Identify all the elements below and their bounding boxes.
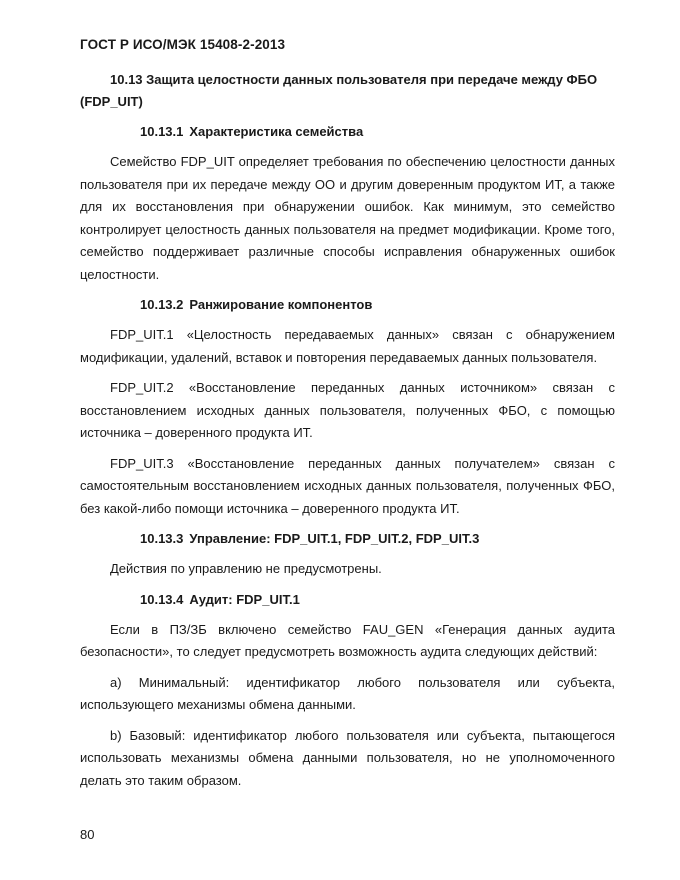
paragraph-uit2: FDP_UIT.2 «Восстановление переданных данных источником» связан с восстановлением исходных данных пользователя, полученных ФБО, с помощью источника – доверенного продукта ИТ. [80, 380, 615, 440]
subsection-title: Управление: FDP_UIT.1, FDP_UIT.2, FDP_UIT.3 [189, 531, 480, 546]
page-number: 80 [80, 827, 95, 842]
subsection-heading-1 [80, 121, 615, 143]
paragraph-uit3: FDP_UIT.3 «Восстановление переданных данных получателем» связан с самостоятельным восстановлением исходных данных пользователя, полученных ФБО, без какой-либо помощи источника – доверенного продукта ИТ. [80, 455, 615, 516]
list-item-b: b) Базовый: идентификатор любого пользователя или субъекта, пытающегося использовать механизмы обмена данными пользователя, но не уполномоченного делать это таким образом. [80, 727, 615, 788]
subsection-title: Ранжирование компонентов [189, 297, 373, 312]
subsection-heading-4 [80, 589, 615, 611]
subsection-heading-3 [80, 528, 615, 550]
subsection-number: 10.13.4 [140, 591, 184, 607]
paragraph-audit-intro: Если в ПЗ/ЗБ включено семейство FAU_GEN «Генерация данных аудита безопасности», то следует предусмотреть возможность аудита следующих действий: [80, 621, 615, 659]
subsection-heading-2 [80, 294, 615, 316]
paragraph-management: Действия по управлению не предусмотрены. [110, 561, 382, 576]
subsection-number: 10.13.1 [140, 124, 184, 139]
subsection-title: Характеристика семейства [189, 124, 364, 139]
subsection-number: 10.13.2 [140, 297, 184, 312]
subsection-number: 10.13.3 [140, 531, 184, 546]
document-header: ГОСТ Р ИСО/МЭК 15408-2-2013 [80, 37, 286, 52]
page-content [80, 69, 615, 800]
paragraph-family-description: Семейство FDP_UIT определяет требования по обеспечению целостности данных пользователя при их передаче между ОО и другим доверенным продуктом ИТ, а также для их восстановления при обнаружении ошибок. Как минимум, это семейство контролирует целостность данных пользователя на предмет модификации. Кроме того, семейство поддерживает различные способы исправления обнаруженных ошибок целостности. [80, 154, 615, 282]
list-item-a: a) Минимальный: идентификатор любого пользователя или субъекта, использующего механизмы обмена данными. [80, 674, 615, 712]
paragraph-uit1: FDP_UIT.1 «Целостность передаваемых данных» связан с обнаружением модификации, удалений, вставок и повторения передаваемых данных пользователя. [80, 327, 615, 365]
section-title: 10.13 Защита целостности данных пользователя при передаче между ФБО (FDP_UIT) [80, 72, 598, 109]
subsection-title: Аудит: FDP_UIT.1 [189, 591, 300, 607]
